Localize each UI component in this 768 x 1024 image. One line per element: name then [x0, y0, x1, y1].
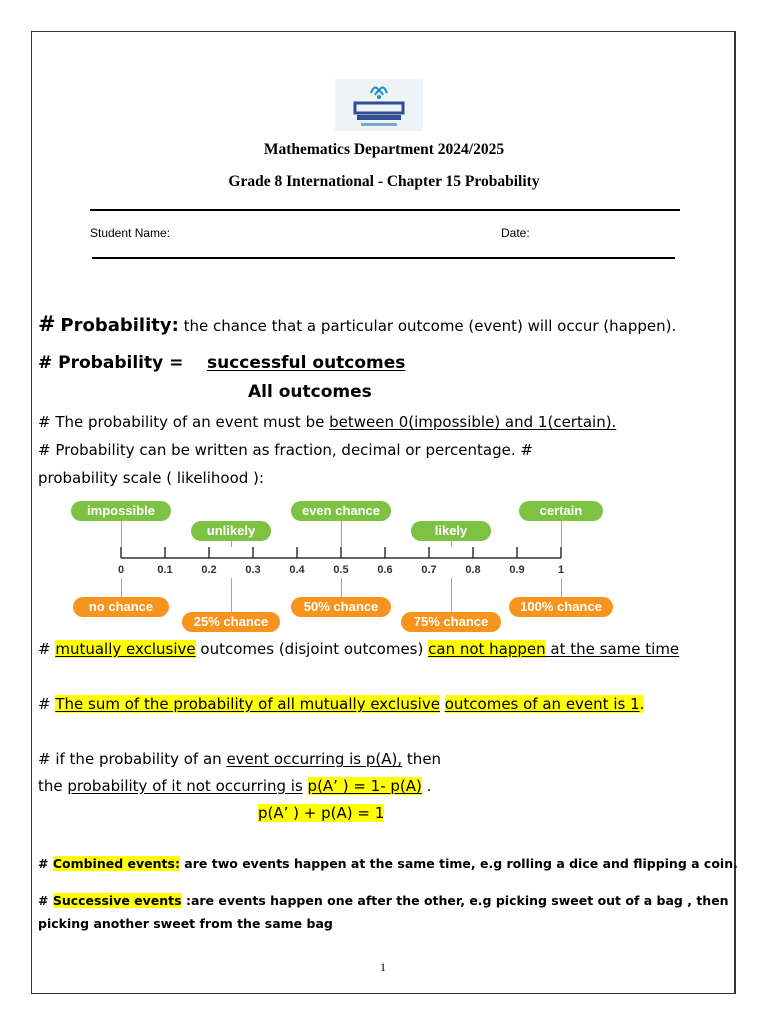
combined-events-line: [38, 856, 738, 871]
complement-l2-pre: the: [38, 777, 68, 795]
scale-tick-label: 0.3: [245, 564, 261, 576]
mutually-exclusive-line: [38, 640, 679, 658]
sum-rule-end: .: [639, 695, 645, 713]
student-name-label: Student Name:: [90, 226, 171, 240]
mutually-exclusive-end: at the same time: [545, 640, 680, 658]
hash: #: [38, 893, 53, 908]
scale-label-green: even chance: [291, 501, 391, 521]
scale-label-orange: 25% chance: [182, 612, 280, 632]
scale-label-green: certain: [519, 501, 603, 521]
scale-tick-label: 0.7: [421, 564, 437, 576]
complement-l2-end: .: [421, 777, 432, 795]
complement-end: then: [402, 750, 442, 768]
scale-connector: [341, 578, 342, 597]
page-number: 1: [380, 960, 386, 974]
scale-tick-label: 0: [117, 564, 125, 576]
scale-label-orange: 100% chance: [509, 597, 613, 617]
definition-term: Probability:: [60, 315, 179, 336]
scale-connector: [561, 578, 562, 597]
successive-events-term: Successive events: [52, 893, 182, 908]
fact-range-pre: # The probability of an event must be: [38, 413, 330, 431]
scale-connector: [231, 578, 232, 612]
hash: #: [38, 312, 56, 336]
scale-connector: [121, 578, 122, 597]
complement-underlined: event occurring is p(A),: [226, 750, 403, 768]
formula-numerator: successful outcomes: [207, 353, 406, 373]
scale-connector: [231, 541, 232, 547]
scale-tick-label: 0.9: [509, 564, 525, 576]
scale-tick-label: 0.6: [377, 564, 393, 576]
chapter-subtitle: Grade 8 International - Chapter 15 Probability: [228, 173, 540, 190]
scale-tick-label: 0.8: [465, 564, 481, 576]
hash: #: [38, 856, 53, 871]
successive-events-text: :are events happen one after the other, e.g picking sweet out of a bag , then: [181, 893, 729, 908]
sum-rule-space: [440, 695, 445, 713]
fact-forms: # Probability can be written as fraction, decimal or percentage. #: [38, 441, 533, 459]
mutually-exclusive-mid: outcomes (disjoint outcomes): [195, 640, 429, 658]
fact-scale-title: probability scale ( likelihood ):: [38, 469, 264, 487]
mutually-exclusive-term: mutually exclusive: [55, 640, 196, 658]
scale-tick-label: 0.2: [201, 564, 217, 576]
scale-connector: [341, 521, 342, 547]
scale-label-orange: 50% chance: [291, 597, 391, 617]
scale-label-green: likely: [411, 521, 491, 541]
scale-tick-label: 0.4: [289, 564, 305, 576]
combined-events-text: are two events happen at the same time, e.g rolling a dice and flipping a coin.: [179, 856, 738, 871]
fact-range-underlined: between 0(impossible) and 1(certain).: [329, 413, 617, 431]
formula-lhs: # Probability =: [38, 353, 184, 373]
department-title: Mathematics Department 2024/2025: [263, 141, 505, 158]
mutually-exclusive-highlight: can not happen: [428, 640, 546, 658]
complement-pre: # if the probability of an: [38, 750, 227, 768]
complement-line-2: [38, 777, 431, 795]
scale-tick-label: 0.5: [333, 564, 349, 576]
hash: #: [38, 695, 51, 713]
scale-connector: [451, 541, 452, 547]
successive-events-line: [38, 893, 729, 908]
scale-connector: [451, 578, 452, 612]
complement-l2-formula: p(A’ ) = 1- p(A): [307, 777, 422, 795]
scale-connector: [121, 521, 122, 547]
definition-text: the chance that a particular outcome (event) will occur (happen).: [183, 317, 677, 335]
scale-tick-label: 1: [557, 564, 565, 576]
date-label: Date:: [501, 226, 530, 240]
scale-label-green: impossible: [71, 501, 171, 521]
complement-line-1: [38, 750, 441, 768]
successive-events-line-2: picking another sweet from the same bag: [38, 916, 333, 931]
combined-events-term: Combined events:: [52, 856, 180, 871]
sum-rule-highlight-2: outcomes of an event is 1: [444, 695, 640, 713]
complement-identity: p(A’ ) + p(A) = 1: [258, 804, 385, 822]
complement-l2-underlined: probability of it not occurring is: [67, 777, 303, 795]
sum-rule-line: [38, 695, 644, 713]
scale-label-orange: 75% chance: [401, 612, 501, 632]
formula-denominator: All outcomes: [248, 382, 372, 402]
scale-label-orange: no chance: [73, 597, 169, 617]
scale-label-green: unlikely: [191, 521, 271, 541]
complement-l2-space: [303, 777, 308, 795]
sum-rule-highlight: The sum of the probability of all mutually exclusive: [55, 695, 440, 713]
hash: #: [38, 640, 51, 658]
scale-tick-label: 0.1: [157, 564, 173, 576]
scale-connector: [561, 521, 562, 547]
